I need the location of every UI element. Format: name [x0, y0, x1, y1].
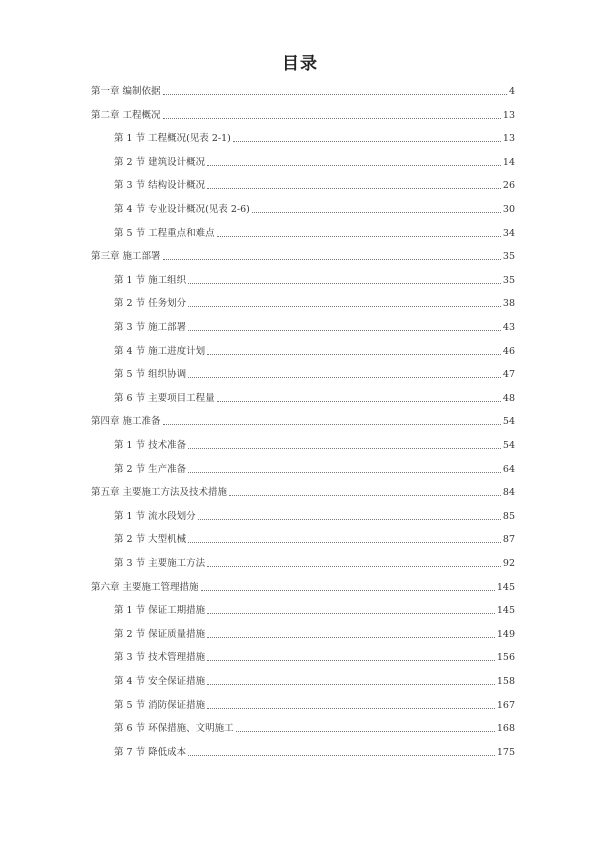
toc-entry-label: 第 7 节 降低成本	[114, 746, 187, 758]
toc-page-number: 167	[496, 699, 515, 711]
toc-entry-label: 第 4 节 施工进度计划	[114, 345, 206, 357]
toc-section-entry[interactable]	[0, 220, 600, 240]
toc-section-entry[interactable]	[0, 385, 600, 405]
toc-section-entry[interactable]	[0, 290, 600, 310]
toc-entry-label: 第 2 节 建筑设计概况	[114, 156, 206, 168]
toc-page-number: 30	[502, 204, 515, 215]
dot-leader	[207, 188, 501, 189]
toc-page-number: 46	[502, 345, 515, 357]
toc-section-entry[interactable]	[0, 314, 600, 334]
toc-entry-label: 第 1 节 施工组织	[114, 274, 187, 286]
toc-section-entry[interactable]	[0, 361, 600, 381]
toc-page-number: 158	[496, 676, 515, 687]
toc-page-number: 47	[502, 369, 515, 381]
toc-entry-label: 第 1 节 工程概况(见表 2-1)	[114, 133, 231, 145]
dot-leader	[207, 165, 501, 166]
dot-leader	[229, 495, 501, 496]
toc-chapter-entry[interactable]	[0, 408, 600, 428]
toc-page-number: 64	[502, 463, 515, 475]
toc-page-number: 14	[502, 156, 515, 168]
toc-chapter-entry[interactable]	[0, 78, 600, 98]
toc-page-number: 84	[502, 487, 515, 499]
dot-leader	[188, 330, 501, 331]
dot-leader	[236, 731, 495, 732]
dot-leader	[188, 755, 495, 756]
toc-page-number: 34	[502, 227, 515, 239]
toc-chapter-entry[interactable]	[0, 479, 600, 499]
toc-entry-label: 第 4 节 安全保证措施	[114, 676, 206, 687]
toc-entry-label: 第 5 节 消防保证措施	[114, 699, 206, 711]
toc-entry-label: 第 4 节 专业设计概况(见表 2-6)	[114, 204, 250, 215]
toc-section-entry[interactable]	[0, 432, 600, 452]
toc-entry-label: 第 2 节 生产准备	[114, 463, 187, 475]
toc-section-entry[interactable]	[0, 550, 600, 570]
dot-leader	[207, 660, 495, 661]
toc-entry-label: 第 5 节 组织协调	[114, 369, 187, 381]
toc-page-number: 4	[508, 86, 515, 97]
dot-leader	[207, 354, 501, 355]
toc-section-entry[interactable]	[0, 503, 600, 523]
dot-leader	[207, 637, 495, 638]
toc-entry-label: 第 5 节 工程重点和难点	[114, 227, 215, 239]
toc-chapter-entry[interactable]	[0, 574, 600, 594]
toc-page-number: 156	[496, 652, 515, 664]
toc-entry-label: 第 6 节 环保措施、文明施工	[114, 723, 234, 735]
dot-leader	[188, 306, 501, 307]
toc-section-entry[interactable]	[0, 338, 600, 358]
toc-section-entry[interactable]	[0, 644, 600, 664]
toc-section-entry[interactable]	[0, 267, 600, 287]
toc-section-entry[interactable]	[0, 196, 600, 216]
dot-leader	[252, 212, 501, 213]
toc-chapter-entry[interactable]	[0, 243, 600, 263]
dot-leader	[233, 141, 501, 142]
toc-entry-label: 第 2 节 大型机械	[114, 534, 187, 546]
toc-entry-label: 第二章 工程概况	[91, 109, 161, 121]
toc-section-entry[interactable]	[0, 597, 600, 617]
dot-leader	[201, 590, 495, 591]
toc-entry-label: 第 3 节 主要施工方法	[114, 558, 206, 569]
toc-section-entry[interactable]	[0, 692, 600, 712]
dot-leader	[188, 283, 501, 284]
toc-entry-label: 第四章 施工准备	[91, 416, 161, 428]
toc-entry-label: 第 1 节 技术准备	[114, 440, 187, 451]
dot-leader	[163, 424, 501, 425]
dot-leader	[207, 684, 495, 685]
dot-leader	[207, 566, 501, 567]
dot-leader	[217, 401, 501, 402]
toc-section-entry[interactable]	[0, 149, 600, 169]
toc-section-entry[interactable]	[0, 715, 600, 735]
toc-section-entry[interactable]	[0, 456, 600, 476]
toc-chapter-entry[interactable]	[0, 102, 600, 122]
toc-section-entry[interactable]	[0, 526, 600, 546]
toc-page-number: 48	[502, 392, 515, 404]
toc-page-number: 54	[502, 416, 515, 428]
toc-page-number: 145	[496, 581, 515, 593]
toc-entry-label: 第 1 节 流水段划分	[114, 510, 196, 522]
toc-entry-label: 第六章 主要施工管理措施	[91, 581, 199, 593]
toc-page-number: 43	[502, 322, 515, 333]
toc-entry-label: 第 1 节 保证工期措施	[114, 605, 206, 617]
toc-page-number: 85	[502, 510, 515, 522]
toc-page-number: 175	[496, 746, 515, 758]
toc-entry-label: 第三章 施工部署	[91, 251, 161, 263]
toc-page-number: 38	[502, 298, 515, 310]
toc-page-number: 35	[502, 251, 515, 263]
toc-page-number: 13	[502, 109, 515, 121]
dot-leader	[207, 708, 495, 709]
toc-entry-label: 第 3 节 技术管理措施	[114, 652, 206, 664]
toc-page-number: 35	[502, 274, 515, 286]
toc-page-number: 13	[502, 133, 515, 145]
toc-section-entry[interactable]	[0, 668, 600, 688]
toc-entry-label: 第 2 节 任务划分	[114, 298, 187, 310]
dot-leader	[217, 236, 501, 237]
toc-entry-label: 第 6 节 主要项目工程量	[114, 392, 215, 404]
toc-section-entry[interactable]	[0, 172, 600, 192]
dot-leader	[188, 472, 501, 473]
toc-title: 目录	[282, 54, 318, 74]
toc-entry-label: 第 3 节 施工部署	[114, 322, 187, 333]
toc-entry-label: 第一章 编制依据	[91, 86, 161, 97]
toc-page-number: 168	[496, 723, 515, 735]
dot-leader	[207, 613, 495, 614]
toc-page-number: 26	[502, 180, 515, 192]
dot-leader	[163, 94, 507, 95]
toc-entry-label: 第 2 节 保证质量措施	[114, 628, 206, 640]
toc-section-entry[interactable]	[0, 621, 600, 641]
toc-section-entry[interactable]	[0, 125, 600, 145]
dot-leader	[163, 259, 501, 260]
toc-page-number: 145	[496, 605, 515, 617]
dot-leader	[188, 448, 501, 449]
dot-leader	[198, 519, 501, 520]
toc-page-number: 149	[496, 628, 515, 640]
toc-section-entry[interactable]	[0, 739, 600, 759]
toc-entry-label: 第 3 节 结构设计概况	[114, 180, 206, 192]
toc-page-number: 92	[502, 558, 515, 569]
dot-leader	[188, 377, 501, 378]
dot-leader	[163, 118, 501, 119]
dot-leader	[188, 542, 501, 543]
toc-entry-label: 第五章 主要施工方法及技术措施	[91, 487, 228, 499]
toc-page-number: 54	[502, 440, 515, 451]
toc-page-number: 87	[502, 534, 515, 546]
